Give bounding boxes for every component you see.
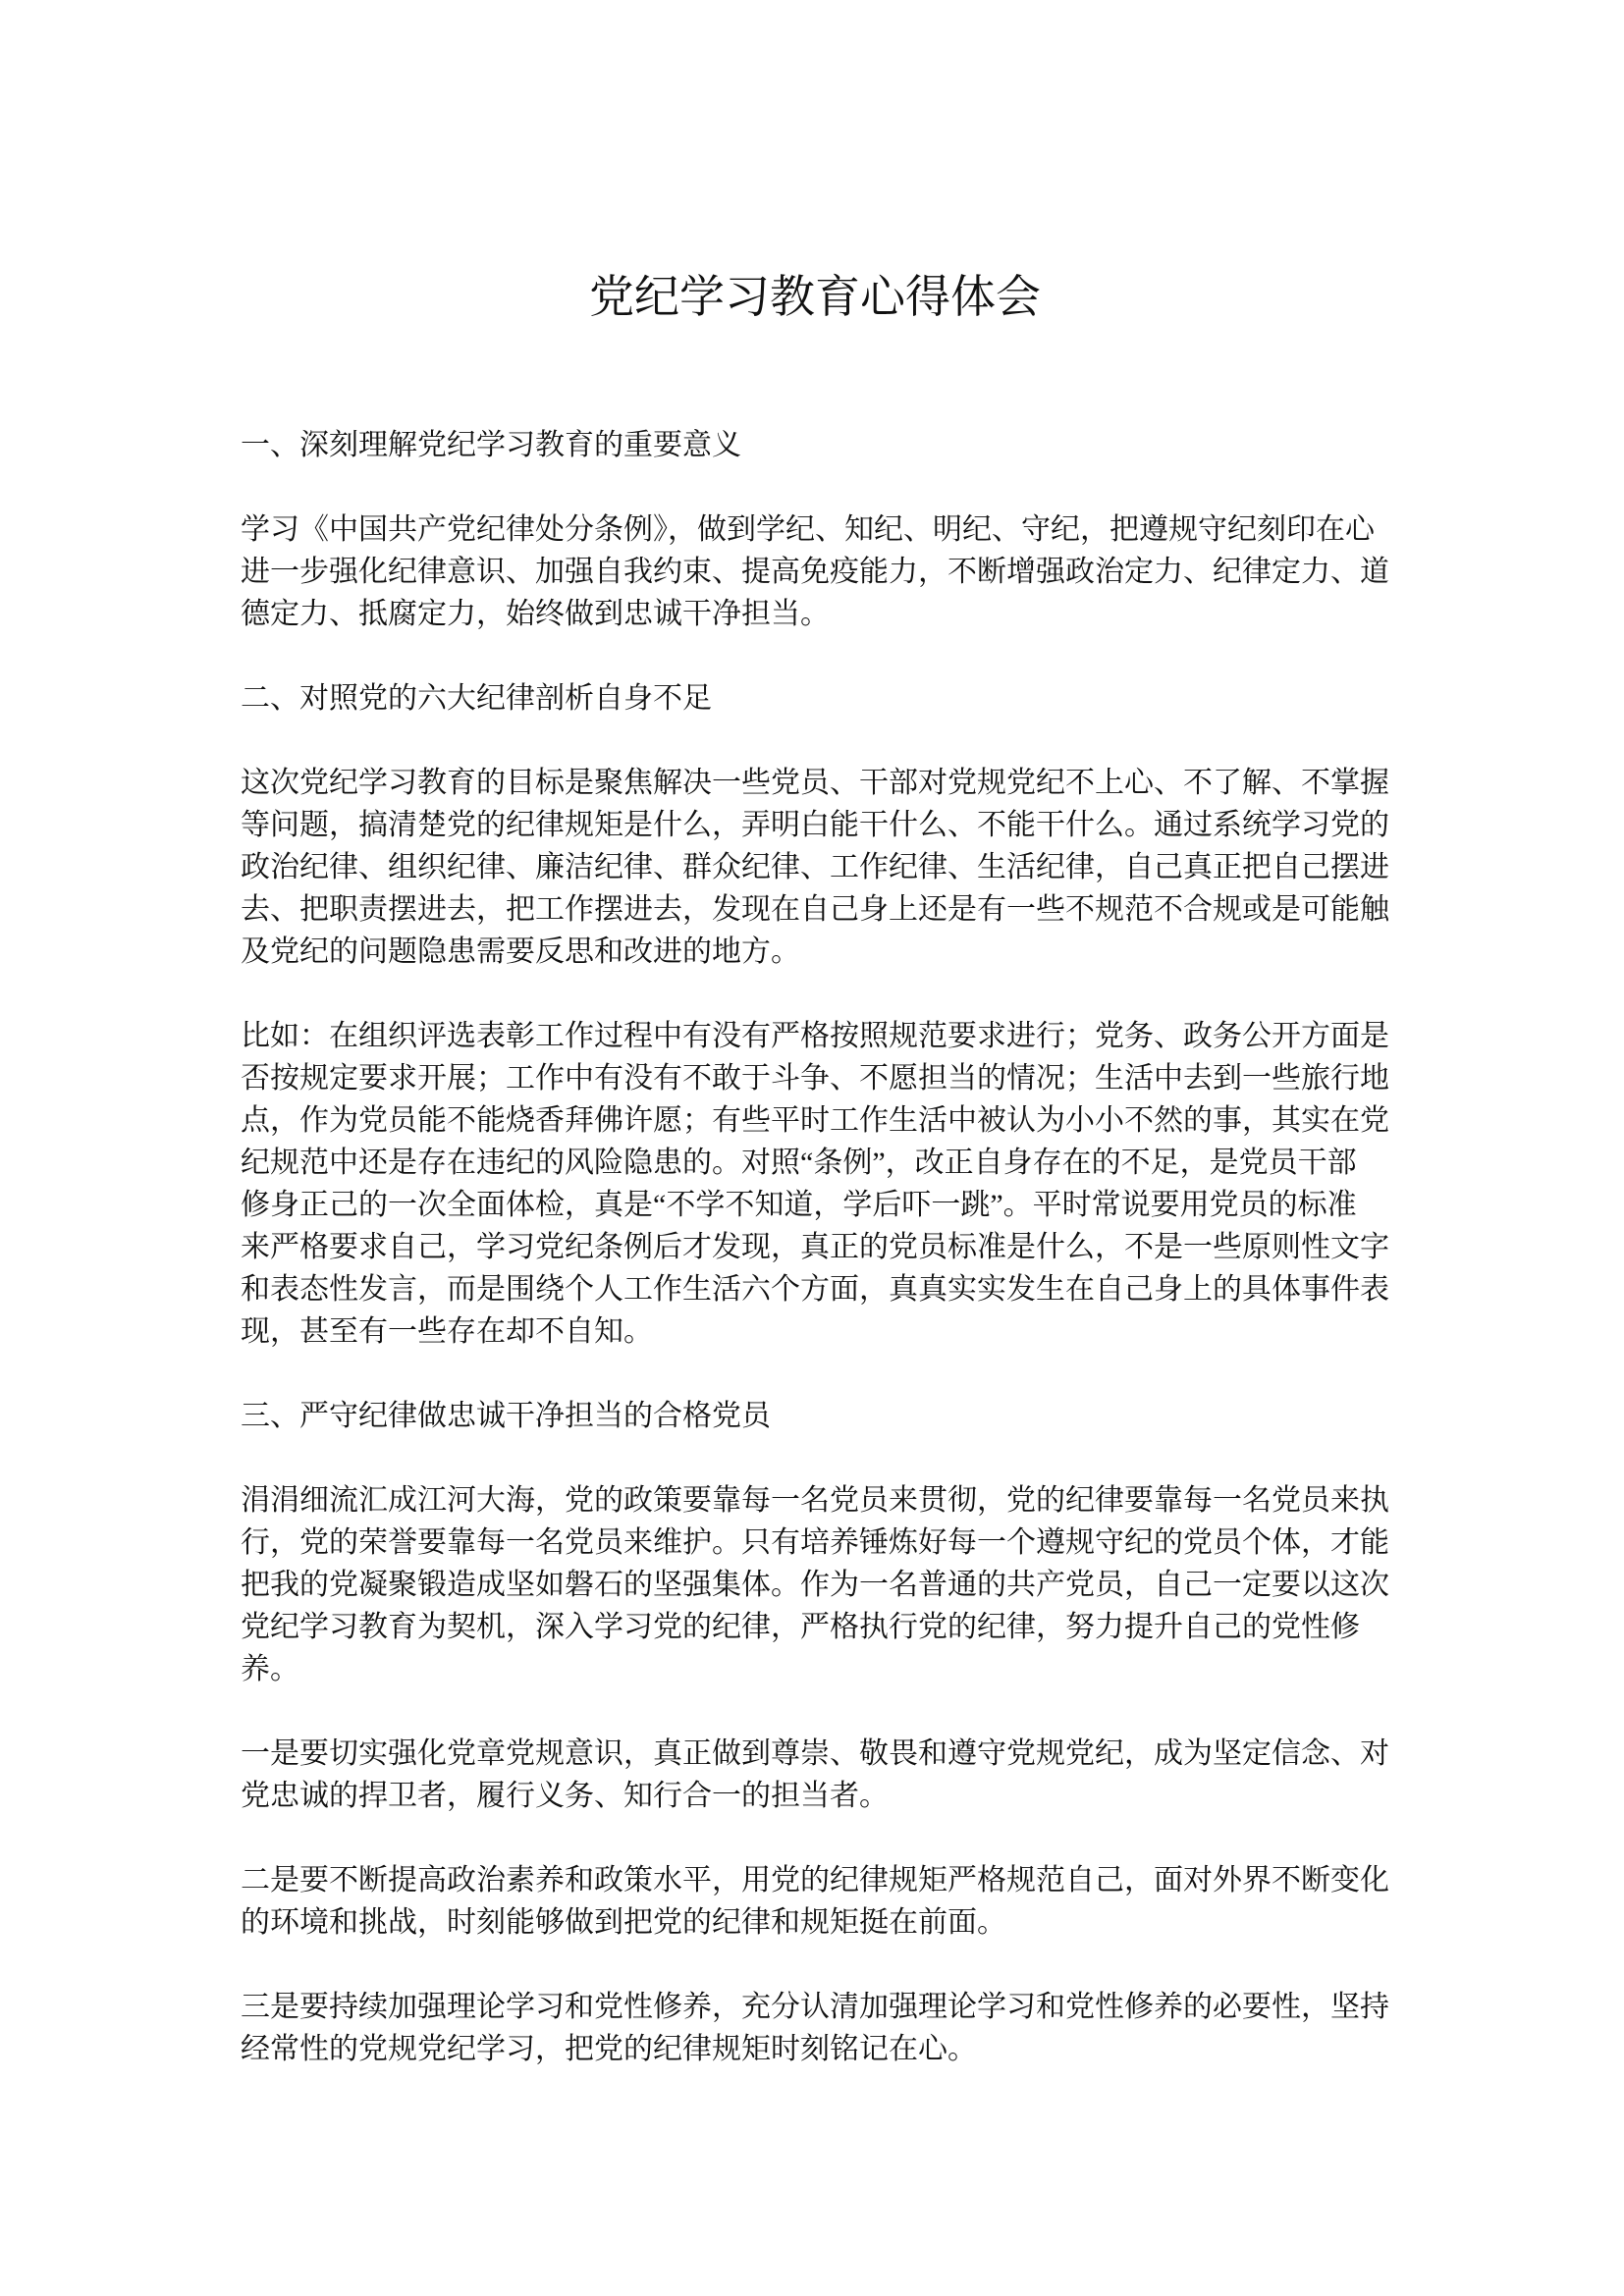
section-heading: 三、严守纪律做忠诚干净担当的合格党员 <box>241 1400 771 1432</box>
body-paragraph: 三是要持续加强理论学习和党性修养，充分认清加强理论学习和党性修养的必要性，坚持 经常性的党规党纪学习，把党的纪律规矩时刻铭记在心。 <box>241 1991 1389 2065</box>
body-paragraph: 学习《中国共产党纪律处分条例》，做到学纪、知纪、明纪、守纪，把遵规守纪刻印在心 进一步强化纪律意识、加强自我约束、提高免疫能力，不断增强政治定力、纪律定力、道 德定力、抵腐定力，始终做到忠诚干净担当。 <box>241 513 1389 630</box>
document-content <box>241 272 1389 2112</box>
body-paragraph: 比如：在组织评选表彰工作过程中有没有严格按照规范要求进行；党务、政务公开方面是 否按规定要求开展；工作中有没有不敢于斗争、不愿担当的情况；生活中去到一些旅行地 点，作为党员能不能烧香拜佛许愿；有些平时工作生活中被认为小小不然的事，其实在党 纪规范中还是存在违纪的风险隐患的。对照“条例”，改正自身存在的不足，是党员干部 修身正己的一次全面体检，真是“不学不知道，学后吓一跳”。平时常说要用党员的标准 来严格要求自己，学习党纪条例后才发现，真正的党员标准是什么，不是一些原则性文字 和表态性发言，而是围绕个人工作生活六个方面，真真实实发生在自己身上的具体事件表 现，甚至有一些存在却不自知。 <box>241 1020 1389 1348</box>
body-paragraph: 这次党纪学习教育的目标是聚焦解决一些党员、干部对党规党纪不上心、不了解、不掌握 等问题，搞清楚党的纪律规矩是什么，弄明白能干什么、不能干什么。通过系统学习党的 政治纪律、组织纪律、廉洁纪律、群众纪律、工作纪律、生活纪律，自己真正把自己摆进 去、把职责摆进去，把工作摆进去，发现在自己身上还是有一些不规范不合规或是可能触 及党纪的问题隐患需要反思和改进的地方。 <box>241 767 1389 968</box>
document-body <box>241 424 1389 2070</box>
section-heading: 二、对照党的六大纪律剖析自身不足 <box>241 682 712 715</box>
document-title: 党纪学习教育心得体会 <box>589 272 1041 322</box>
body-paragraph: 二是要不断提高政治素养和政策水平，用党的纪律规矩严格规范自己，面对外界不断变化 的环境和挑战，时刻能够做到把党的纪律和规矩挺在前面。 <box>241 1864 1389 1939</box>
section-heading: 一、深刻理解党纪学习教育的重要意义 <box>241 429 741 461</box>
body-paragraph: 一是要切实强化党章党规意识，真正做到尊崇、敬畏和遵守党规党纪，成为坚定信念、对 党忠诚的捍卫者，履行义务、知行合一的担当者。 <box>241 1737 1389 1812</box>
body-paragraph: 涓涓细流汇成江河大海，党的政策要靠每一名党员来贯彻，党的纪律要靠每一名党员来执 行，党的荣誉要靠每一名党员来维护。只有培养锤炼好每一个遵规守纪的党员个体，才能 把我的党凝聚锻造成坚如磐石的坚强集体。作为一名普通的共产党员，自己一定要以这次 党纪学习教育为契机，深入学习党的纪律，严格执行党的纪律，努力提升自己的党性修养。 <box>241 1484 1389 1685</box>
